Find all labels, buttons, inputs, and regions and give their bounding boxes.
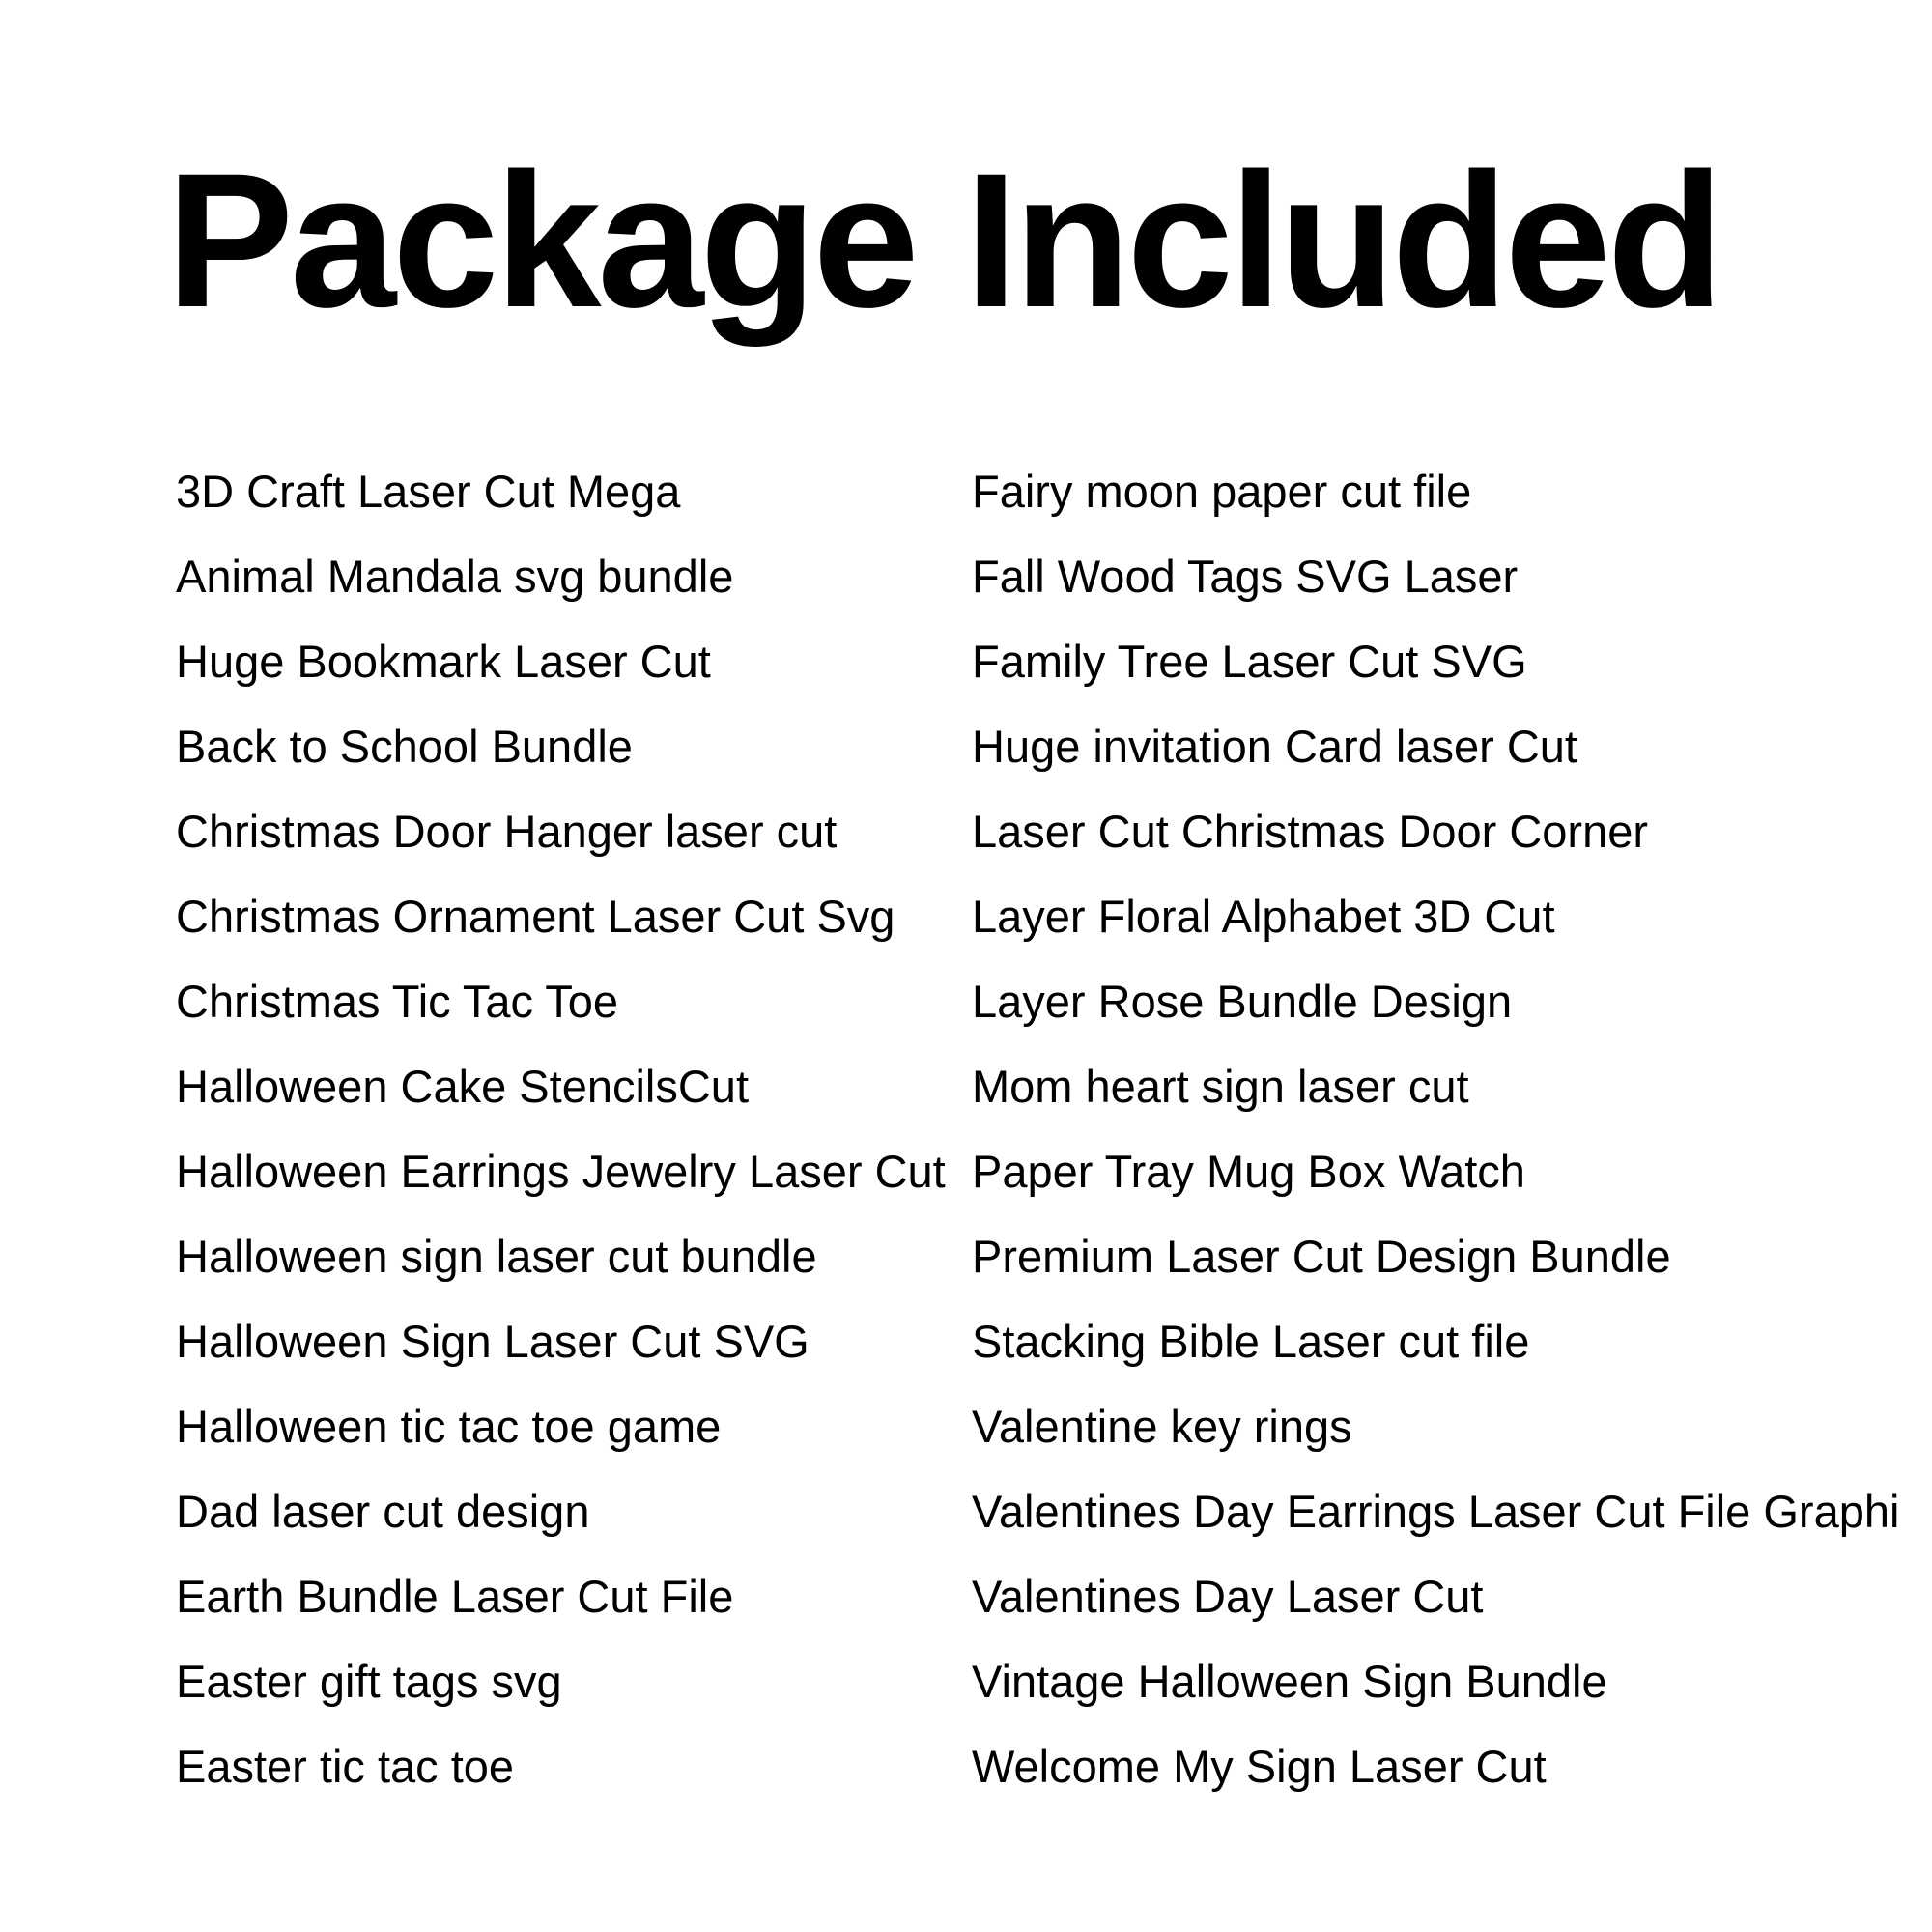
- left-item-list: [176, 459, 946, 1819]
- list-item: Valentines Day Earrings Laser Cut File Graphi: [972, 1486, 1900, 1537]
- list-item: Halloween tic tac toe game: [176, 1401, 722, 1452]
- list-item: Halloween Sign Laser Cut SVG: [176, 1316, 810, 1367]
- list-item: Christmas Ornament Laser Cut Svg: [176, 891, 895, 942]
- list-item: Huge Bookmark Laser Cut: [176, 636, 711, 687]
- list-item: Vintage Halloween Sign Bundle: [972, 1656, 1607, 1707]
- list-item: Valentine key rings: [972, 1401, 1352, 1452]
- list-item: Christmas Tic Tac Toe: [176, 976, 618, 1027]
- list-item: Back to School Bundle: [176, 721, 633, 772]
- list-item: Easter tic tac toe: [176, 1741, 515, 1792]
- list-item: Huge invitation Card laser Cut: [972, 721, 1577, 772]
- list-item: Halloween sign laser cut bundle: [176, 1231, 817, 1282]
- list-item: Layer Rose Bundle Design: [972, 976, 1513, 1027]
- list-item: Halloween Cake StencilsCut: [176, 1061, 750, 1112]
- list-item: Valentines Day Laser Cut: [972, 1571, 1484, 1622]
- list-item: Fairy moon paper cut file: [972, 466, 1472, 517]
- list-item: Earth Bundle Laser Cut File: [176, 1571, 734, 1622]
- list-item: Easter gift tags svg: [176, 1656, 562, 1707]
- list-item: Animal Mandala svg bundle: [176, 551, 734, 602]
- list-item: Layer Floral Alphabet 3D Cut: [972, 891, 1555, 942]
- list-item: Halloween Earrings Jewelry Laser Cut: [176, 1146, 946, 1197]
- list-item: Family Tree Laser Cut SVG: [972, 636, 1527, 687]
- list-item: Stacking Bible Laser cut file: [972, 1316, 1530, 1367]
- page-title: Package Included: [166, 133, 1720, 347]
- list-item: Fall Wood Tags SVG Laser: [972, 551, 1519, 602]
- list-item: Paper Tray Mug Box Watch: [972, 1146, 1525, 1197]
- list-item: Mom heart sign laser cut: [972, 1061, 1469, 1112]
- list-item: Premium Laser Cut Design Bundle: [972, 1231, 1671, 1282]
- list-item: Dad laser cut design: [176, 1486, 590, 1537]
- list-item: Laser Cut Christmas Door Corner: [972, 806, 1648, 857]
- list-item: Welcome My Sign Laser Cut: [972, 1741, 1547, 1792]
- list-item: 3D Craft Laser Cut Mega: [176, 466, 681, 517]
- list-item: Christmas Door Hanger laser cut: [176, 806, 838, 857]
- right-item-list: [972, 459, 1899, 1819]
